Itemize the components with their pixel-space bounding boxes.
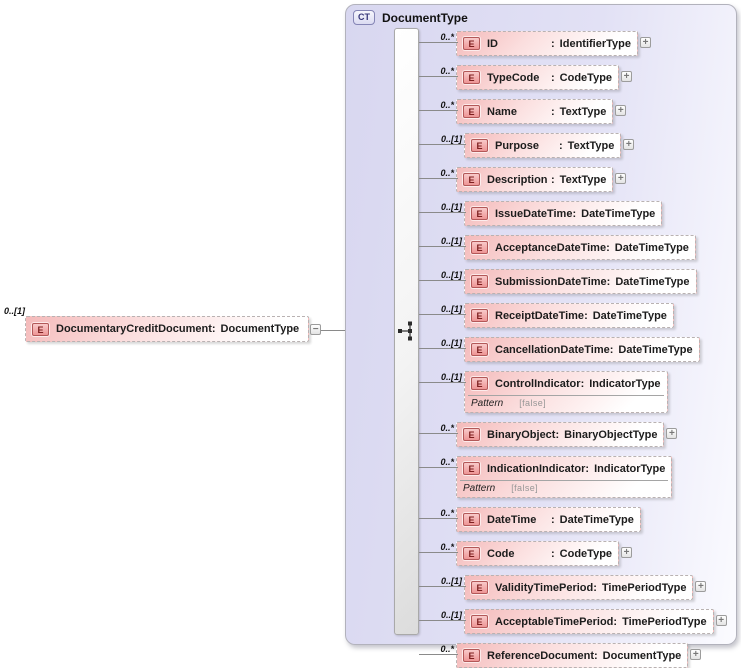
connector-line <box>419 31 456 54</box>
element-type: DateTimeType <box>615 275 690 288</box>
expand-toggle-icon[interactable]: + <box>695 581 706 592</box>
cardinality-label: 0..[1] <box>440 338 462 348</box>
name-type-separator: : <box>609 343 614 356</box>
element-BinaryObject[interactable] <box>456 422 664 447</box>
element-row-Code <box>419 541 727 566</box>
element-type: IndicatorType <box>589 377 661 390</box>
connector-line <box>419 575 464 598</box>
element-type: TextType <box>567 139 615 152</box>
element-AcceptanceDateTime[interactable] <box>464 235 696 260</box>
element-name: Name <box>487 105 517 118</box>
name-type-separator: : <box>593 649 598 662</box>
element-badge-icon: E <box>471 615 488 628</box>
name-type-separator: : <box>606 275 611 288</box>
connector-line <box>419 167 456 190</box>
cardinality-label: 0..[1] <box>440 610 462 620</box>
element-type: DocumentType <box>602 649 682 662</box>
element-row-Name <box>419 99 727 124</box>
element-row-ValidityTimePeriod <box>419 575 727 600</box>
element-row-SubmissionDateTime <box>419 269 727 294</box>
expand-toggle-icon[interactable]: + <box>640 37 651 48</box>
element-type: IndicatorType <box>594 462 666 475</box>
element-badge-icon: E <box>471 275 488 288</box>
element-row-IndicationIndicator <box>419 456 727 498</box>
element-badge-icon: E <box>471 377 488 390</box>
cardinality-label: 0..[1] <box>440 270 462 280</box>
element-badge-icon: E <box>471 241 488 254</box>
element-badge-icon: E <box>471 207 488 220</box>
expand-toggle-icon[interactable]: + <box>621 71 632 82</box>
name-type-separator: : <box>606 241 610 254</box>
element-ValidityTimePeriod[interactable] <box>464 575 693 600</box>
element-type: BinaryObjectType <box>564 428 658 441</box>
element-badge-icon: E <box>471 309 488 322</box>
element-name: ControlIndicator <box>495 377 581 390</box>
cardinality-label: 0..[1] <box>440 304 462 314</box>
element-row-ID <box>419 31 727 56</box>
element-SubmissionDateTime[interactable] <box>464 269 697 294</box>
element-ControlIndicator[interactable] <box>464 371 668 413</box>
element-row-CancellationDateTime <box>419 337 727 362</box>
element-row-ControlIndicator <box>419 371 727 413</box>
element-row-ReceiptDateTime <box>419 303 727 328</box>
element-badge-icon: E <box>471 581 488 594</box>
connector-line <box>419 507 456 530</box>
cardinality-label: 0..[1] <box>440 576 462 586</box>
expand-toggle-icon[interactable]: + <box>621 547 632 558</box>
expand-toggle-icon[interactable]: + <box>666 428 677 439</box>
element-Purpose[interactable] <box>464 133 621 158</box>
name-type-separator: : <box>613 615 618 628</box>
element-row-IssueDateTime <box>419 201 727 226</box>
collapse-toggle-icon[interactable]: − <box>310 324 321 335</box>
element-name: AcceptableTimePeriod <box>495 615 614 628</box>
name-type-separator: : <box>551 71 555 84</box>
element-row-AcceptableTimePeriod <box>419 609 727 634</box>
element-Name[interactable] <box>456 99 613 124</box>
cardinality-label: 0..* <box>440 508 454 518</box>
name-type-separator: : <box>584 309 588 322</box>
element-name: ValidityTimePeriod <box>495 581 594 594</box>
element-badge-icon: E <box>463 428 480 441</box>
element-badge-icon: E <box>463 513 480 526</box>
name-type-separator: : <box>555 428 560 441</box>
element-name: ID <box>487 37 498 50</box>
connector-line <box>419 303 464 326</box>
element-name: CancellationDateTime <box>495 343 610 356</box>
element-badge-icon: E <box>463 37 480 50</box>
element-badge-icon: E <box>463 462 480 475</box>
name-type-separator: : <box>211 323 216 335</box>
element-row-TypeCode <box>419 65 727 90</box>
name-type-separator: : <box>580 377 585 390</box>
element-name: Description <box>487 173 548 186</box>
element-TypeCode[interactable] <box>456 65 619 90</box>
cardinality-label: 0..* <box>440 100 454 110</box>
cardinality-label: 0..[1] <box>440 134 462 144</box>
cardinality-label: 0..* <box>440 168 454 178</box>
element-type: CodeType <box>559 547 613 560</box>
element-badge-icon: E <box>463 105 480 118</box>
name-type-separator: : <box>551 105 555 118</box>
sequence-compositor-icon[interactable] <box>397 320 417 342</box>
element-name: SubmissionDateTime <box>495 275 607 288</box>
cardinality-label: 0..* <box>440 542 454 552</box>
element-badge-icon: E <box>471 343 488 356</box>
element-row-ReferenceDocument <box>419 643 727 668</box>
name-type-separator: : <box>572 207 577 220</box>
expand-toggle-icon[interactable]: + <box>690 649 701 660</box>
element-row-DateTime <box>419 507 727 532</box>
cardinality-label: 0..* <box>440 423 454 433</box>
element-name: ReferenceDocument <box>487 649 594 662</box>
element-name: DateTime <box>487 513 537 526</box>
element-name: BinaryObject <box>487 428 556 441</box>
cardinality-label: 0..* <box>440 644 454 654</box>
element-type: DateTimeType <box>592 309 667 322</box>
facet-value: [false] <box>511 483 539 493</box>
element-ReferenceDocument[interactable] <box>456 643 688 668</box>
element-Code[interactable] <box>456 541 619 566</box>
cardinality-label: 0..[1] <box>440 202 462 212</box>
connector-line <box>419 133 464 156</box>
element-IndicationIndicator[interactable] <box>456 456 672 498</box>
connector-line <box>419 99 456 122</box>
element-name: IndicationIndicator <box>487 462 586 475</box>
root-cardinality-label: 0..[1] <box>4 306 26 316</box>
element-badge-icon: E <box>32 323 49 336</box>
element-badge-icon: E <box>463 173 480 186</box>
cardinality-label: 0..[1] <box>440 372 462 382</box>
element-type: DateTimeType <box>559 513 634 526</box>
name-type-separator: : <box>551 173 555 186</box>
element-name: ReceiptDateTime <box>495 309 585 322</box>
element-name: DocumentaryCreditDocument <box>56 323 212 335</box>
element-documentary-credit-document[interactable] <box>25 316 319 342</box>
connector-line <box>419 609 464 632</box>
facet-row <box>460 480 668 497</box>
cardinality-label: 0..* <box>440 457 454 467</box>
element-name: AcceptanceDateTime <box>495 241 607 254</box>
connector-line <box>419 337 464 360</box>
expand-toggle-icon[interactable]: + <box>615 105 626 116</box>
element-badge-icon: E <box>463 547 480 560</box>
name-type-separator: : <box>559 139 563 152</box>
connector-line <box>419 235 464 258</box>
connector-line <box>419 541 456 564</box>
element-type: IdentifierType <box>559 37 631 50</box>
connector-line <box>419 201 464 224</box>
connector-line <box>419 65 456 88</box>
connector-line <box>419 422 456 445</box>
element-type: CodeType <box>559 71 613 84</box>
cardinality-label: 0..* <box>440 66 454 76</box>
facet-value: [false] <box>519 398 547 408</box>
name-type-separator: : <box>551 547 555 560</box>
element-DateTime[interactable] <box>456 507 641 532</box>
connector-line <box>419 456 456 479</box>
element-name: Purpose <box>495 139 540 152</box>
element-name: Code <box>487 547 515 560</box>
connector-line <box>419 269 464 292</box>
element-row-BinaryObject <box>419 422 727 447</box>
facet-row <box>468 395 664 412</box>
cardinality-label: 0..* <box>440 32 454 42</box>
element-badge-icon: E <box>463 649 480 662</box>
element-AcceptableTimePeriod[interactable] <box>464 609 714 634</box>
element-type: DateTimeType <box>614 241 689 254</box>
element-type: DateTimeType <box>581 207 656 220</box>
element-type: TimePeriodType <box>622 615 707 628</box>
facet-label: Pattern <box>463 483 496 494</box>
element-ReceiptDateTime[interactable] <box>464 303 674 328</box>
element-name: IssueDateTime <box>495 207 573 220</box>
element-type: TimePeriodType <box>601 581 687 594</box>
element-badge-icon: E <box>471 139 488 152</box>
name-type-separator: : <box>551 513 555 526</box>
element-row-AcceptanceDateTime <box>419 235 727 260</box>
element-badge-icon: E <box>463 71 480 84</box>
connector-line <box>419 371 464 394</box>
name-type-separator: : <box>585 462 590 475</box>
element-CancellationDateTime[interactable] <box>464 337 700 362</box>
child-element-list <box>419 5 727 668</box>
name-type-separator: : <box>593 581 597 594</box>
element-type: TextType <box>559 173 607 186</box>
complextype-title: DocumentType <box>382 10 468 25</box>
element-type: DocumentType <box>220 323 300 335</box>
complextype-container <box>345 4 737 662</box>
connector-line <box>419 643 456 666</box>
element-ID[interactable] <box>456 31 638 56</box>
element-name: TypeCode <box>487 71 540 84</box>
element-row-Purpose <box>419 133 727 158</box>
facet-label: Pattern <box>471 398 504 409</box>
element-IssueDateTime[interactable] <box>464 201 662 226</box>
element-row-Description <box>419 167 727 192</box>
element-Description[interactable] <box>456 167 613 192</box>
expand-toggle-icon[interactable]: + <box>716 615 727 626</box>
name-type-separator: : <box>551 37 555 50</box>
expand-toggle-icon[interactable]: + <box>623 139 634 150</box>
cardinality-label: 0..[1] <box>440 236 462 246</box>
element-type: TextType <box>559 105 607 118</box>
element-type: DateTimeType <box>618 343 693 356</box>
complextype-badge-icon: CT <box>353 10 375 25</box>
expand-toggle-icon[interactable]: + <box>615 173 626 184</box>
